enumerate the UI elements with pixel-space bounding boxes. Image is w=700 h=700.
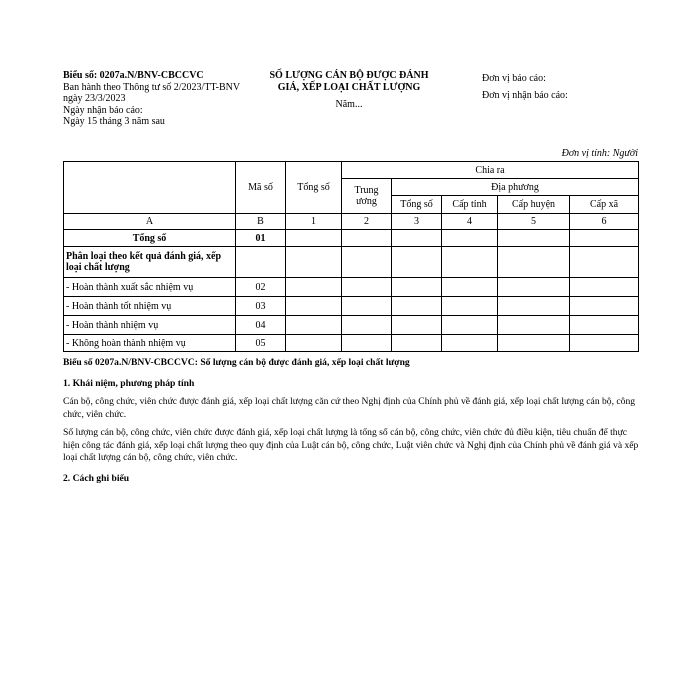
- data-cell[interactable]: [498, 335, 570, 352]
- header-total: Tổng số: [286, 162, 342, 214]
- data-cell[interactable]: [286, 316, 342, 335]
- units-block: [482, 70, 642, 104]
- data-cell[interactable]: [342, 278, 392, 297]
- data-cell[interactable]: [442, 278, 498, 297]
- row-code: 04: [236, 316, 286, 335]
- data-cell[interactable]: [442, 230, 498, 247]
- index-cell: 4: [442, 214, 498, 230]
- data-cell[interactable]: [342, 297, 392, 316]
- data-cell[interactable]: [498, 230, 570, 247]
- row-code: [236, 247, 286, 278]
- reporting-unit-label: Đơn vị báo cáo:: [482, 73, 546, 84]
- data-cell[interactable]: [498, 316, 570, 335]
- section-heading-concepts: 1. Khái niệm, phương pháp tính: [63, 377, 195, 389]
- data-cell[interactable]: [342, 247, 392, 278]
- issued-by-circular: Ban hành theo Thông tư số 2/2023/TT-BNV ngày 23/3/2023: [63, 81, 240, 104]
- row-label: - Hoàn thành xuất sắc nhiệm vụ: [64, 278, 236, 297]
- table-row: [64, 335, 639, 352]
- form-info-block: [63, 70, 253, 128]
- data-cell[interactable]: [570, 297, 639, 316]
- data-cell[interactable]: [286, 278, 342, 297]
- data-cell[interactable]: [442, 247, 498, 278]
- receive-date-label: Ngày nhận báo cáo:: [63, 104, 143, 116]
- header-central: Trung ương: [342, 179, 392, 214]
- header-breakdown: Chia ra: [342, 162, 639, 179]
- data-cell[interactable]: [442, 297, 498, 316]
- row-label: - Hoàn thành tốt nhiệm vụ: [64, 297, 236, 316]
- form-code: Biểu số: 0207a.N/BNV-CBCCVC: [63, 70, 204, 81]
- receiving-unit-label: Đơn vị nhận báo cáo:: [482, 90, 568, 101]
- index-cell: 1: [286, 214, 342, 230]
- data-cell[interactable]: [392, 335, 442, 352]
- header-blank-cell: [64, 162, 236, 214]
- table-row: [64, 278, 639, 297]
- table-row: [64, 297, 639, 316]
- row-code: 02: [236, 278, 286, 297]
- table-row: [64, 247, 639, 278]
- data-cell[interactable]: [342, 316, 392, 335]
- data-cell[interactable]: [442, 316, 498, 335]
- index-cell: B: [236, 214, 286, 230]
- data-cell[interactable]: [286, 297, 342, 316]
- data-cell[interactable]: [286, 230, 342, 247]
- data-cell[interactable]: [570, 316, 639, 335]
- data-cell[interactable]: [570, 247, 639, 278]
- data-cell[interactable]: [286, 335, 342, 352]
- data-cell[interactable]: [570, 335, 639, 352]
- data-cell[interactable]: [570, 278, 639, 297]
- section-heading-how-to-fill: 2. Cách ghi biểu: [63, 472, 130, 484]
- data-cell[interactable]: [498, 247, 570, 278]
- instructions-title: Biểu số 0207a.N/BNV-CBCCVC: Số lượng cán bộ được đánh giá, xếp loại chất lượng: [63, 357, 410, 368]
- report-title-block: [258, 70, 440, 111]
- unit-of-measure: Đơn vị tính: Người: [561, 148, 638, 159]
- row-label-total: Tổng số: [64, 230, 236, 247]
- table-row: [64, 230, 639, 247]
- header-district: Cấp huyện: [498, 196, 570, 214]
- index-cell: 3: [392, 214, 442, 230]
- row-label: - Hoàn thành nhiệm vụ: [64, 316, 236, 335]
- data-cell[interactable]: [392, 297, 442, 316]
- data-cell[interactable]: [442, 335, 498, 352]
- index-cell: 6: [570, 214, 639, 230]
- report-year: Năm...: [335, 99, 363, 110]
- data-cell[interactable]: [342, 230, 392, 247]
- data-cell[interactable]: [570, 230, 639, 247]
- row-code: 05: [236, 335, 286, 352]
- statistics-table: [63, 161, 639, 352]
- header-code: Mã số: [236, 162, 286, 214]
- report-title: SỐ LƯỢNG CÁN BỘ ĐƯỢC ĐÁNH GIÁ, XẾP LOẠI CHẤT LƯỢNG: [269, 70, 429, 93]
- data-cell[interactable]: [286, 247, 342, 278]
- receive-date-value: Ngày 15 tháng 3 năm sau: [63, 116, 165, 127]
- header-commune: Cấp xã: [570, 196, 639, 214]
- index-cell: 5: [498, 214, 570, 230]
- data-cell[interactable]: [342, 335, 392, 352]
- row-code: 01: [236, 230, 286, 247]
- row-label: - Không hoàn thành nhiệm vụ: [64, 335, 236, 352]
- index-cell: 2: [342, 214, 392, 230]
- index-cell: A: [64, 214, 236, 230]
- paragraph: Cán bộ, công chức, viên chức được đánh giá, xếp loại chất lượng căn cứ theo Nghị định của Chính phủ về đánh giá, xếp loại chất lượng cán bộ, công chức, viên chức.: [63, 396, 636, 420]
- header-local-total: Tổng số: [392, 196, 442, 214]
- data-cell[interactable]: [392, 247, 442, 278]
- row-code: 03: [236, 297, 286, 316]
- column-index-row: [64, 214, 639, 230]
- data-cell[interactable]: [392, 278, 442, 297]
- header-province: Cấp tỉnh: [442, 196, 498, 214]
- header-local: Địa phương: [392, 179, 639, 196]
- data-cell[interactable]: [498, 278, 570, 297]
- paragraph: Số lượng cán bộ, công chức, viên chức được đánh giá, xếp loại chất lượng là tổng số cán bộ, công chức, viên chức đủ điều kiện, tiêu chuẩn để thực hiện công tác đánh giá, xếp loại chất lượng theo quy định của Luật cán bộ, công chức, Luật viên chức và Nghị định của Chính phủ về đánh giá và xếp loại chất lượng cán bộ, công chức, viên chức.: [63, 427, 639, 463]
- data-cell[interactable]: [392, 230, 442, 247]
- data-cell[interactable]: [392, 316, 442, 335]
- instructions-section: [63, 357, 641, 485]
- table-row: [64, 316, 639, 335]
- data-cell[interactable]: [498, 297, 570, 316]
- row-label-classification: Phân loại theo kết quả đánh giá, xếp loại chất lượng: [64, 247, 236, 278]
